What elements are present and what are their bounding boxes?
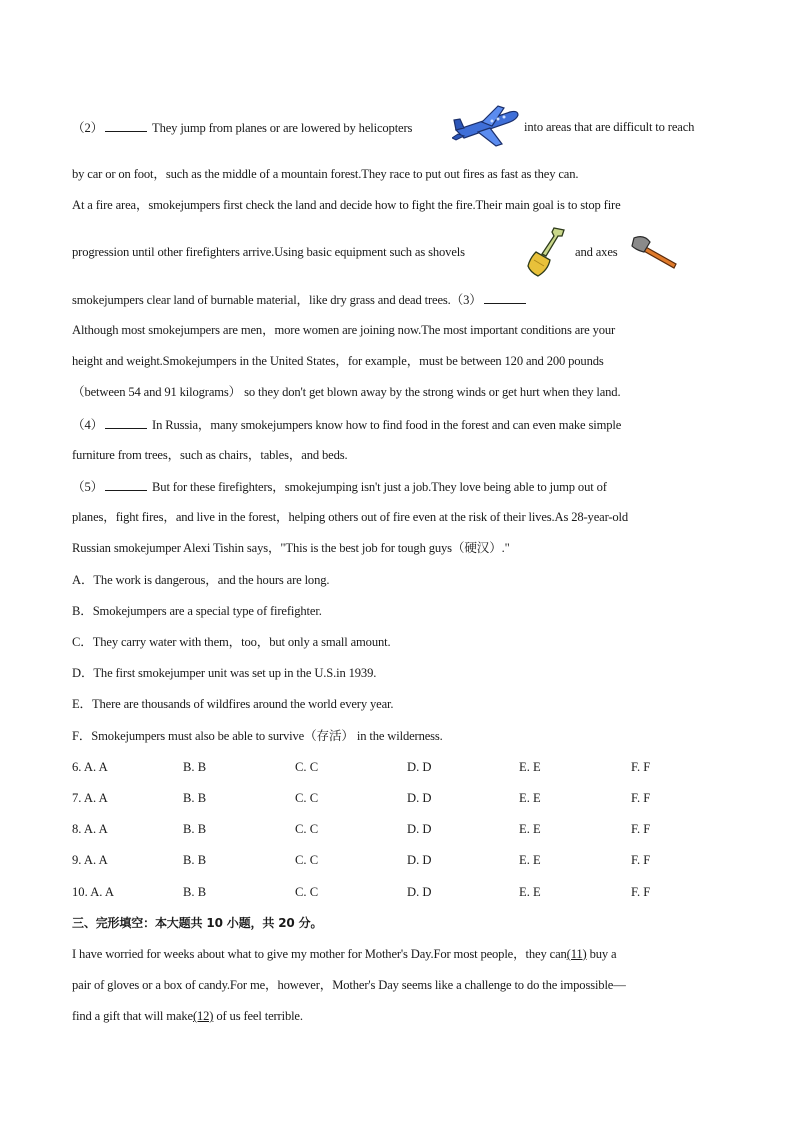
cloze-text: find a gift that will make [72, 1009, 193, 1023]
passage-line-9 [72, 416, 732, 433]
passage-line-13: Russian smokejumper Alexi Tishin says，"This is the best job for tough guys（硬汉）." [72, 541, 510, 555]
option-b: B．Smokejumpers are a special type of firefighter. [72, 604, 322, 618]
choice-c[interactable]: C. C [295, 853, 319, 867]
option-d: D．The first smokejumper unit was set up in the U.S.in 1939. [72, 666, 377, 680]
choice-e[interactable]: E. E [519, 853, 541, 867]
cloze-blank-12[interactable]: (12) [192, 1009, 214, 1023]
question-number-5: （5） [72, 480, 104, 494]
choice-e[interactable]: E. E [519, 791, 541, 805]
passage-line-5 [72, 291, 732, 308]
option-e: E．There are thousands of wildfires around the world every year. [72, 697, 394, 711]
passage-line-12: planes，fight fires，and live in the forest，helping others out of fire even at the risk of their lives.As 28-year-old [72, 510, 629, 524]
answer-blank-5[interactable] [105, 478, 147, 491]
answer-blank-3[interactable] [484, 291, 526, 304]
choice-b[interactable]: B. B [183, 885, 207, 899]
choice-d[interactable]: D. D [407, 853, 432, 867]
choice-b[interactable]: B. B [183, 853, 207, 867]
passage-line-4: progression until other firefighters arrive.Using basic equipment such as shovels [72, 245, 465, 259]
passage-line-6: Although most smokejumpers are men，more women are joining now.The most important conditions are your [72, 323, 616, 337]
airplane-icon [452, 104, 522, 148]
choice-d[interactable]: D. D [407, 885, 432, 899]
choice-f[interactable]: F. F [631, 760, 651, 774]
passage-line-11 [72, 478, 732, 495]
answer-blank-2[interactable] [105, 119, 147, 132]
passage-line-2: by car or on foot，such as the middle of a mountain forest.They race to put out fires as fast as they can. [72, 167, 579, 181]
choice-f[interactable]: F. F [631, 791, 651, 805]
answer-row-6 [72, 759, 732, 775]
passage-text: They jump from planes or are lowered by helicopters [152, 121, 413, 135]
passage-line-10: furniture from trees，such as chairs，tables，and beds. [72, 448, 348, 462]
passage-text: In Russia，many smokejumpers know how to find food in the forest and can even make simple [152, 418, 622, 432]
cloze-line-1 [72, 946, 732, 962]
choice-c[interactable]: C. C [295, 760, 319, 774]
cloze-line-2: pair of gloves or a box of candy.For me，however，Mother's Day seems like a challenge to do the impossible— [72, 978, 626, 992]
section-heading: 三、完形填空：本大题共 10 小题，共 20 分。 [72, 916, 323, 930]
passage-line-8: （between 54 and 91 kilograms） so they don't get blown away by the strong winds or get hurt when they land. [72, 385, 621, 399]
choice-c[interactable]: C. C [295, 791, 319, 805]
question-number-4: （4） [72, 418, 104, 432]
choice-d[interactable]: D. D [407, 822, 432, 836]
answer-row-9 [72, 852, 732, 868]
answer-row-7 [72, 790, 732, 806]
passage-text: smokejumpers clear land of burnable material，like dry grass and dead trees.（3） [72, 293, 482, 307]
choice-e[interactable]: E. E [519, 822, 541, 836]
cloze-text: buy a [586, 947, 617, 961]
choice-f[interactable]: F. F [631, 822, 651, 836]
cloze-text: of us feel terrible. [213, 1009, 303, 1023]
choice-b[interactable]: B. B [183, 791, 207, 805]
choice-e[interactable]: E. E [519, 760, 541, 774]
cloze-line-3 [72, 1008, 732, 1024]
choice-a[interactable]: 7. A. A [72, 791, 108, 805]
choice-f[interactable]: F. F [631, 853, 651, 867]
choice-a[interactable]: 8. A. A [72, 822, 108, 836]
choice-a[interactable]: 9. A. A [72, 853, 108, 867]
answer-row-10 [72, 884, 732, 900]
passage-line-3: At a fire area，smokejumpers first check the land and decide how to fight the fire.Their main goal is to stop fire [72, 198, 621, 212]
choice-d[interactable]: D. D [407, 791, 432, 805]
answer-row-8 [72, 821, 732, 837]
choice-d[interactable]: D. D [407, 760, 432, 774]
passage-text: But for these firefighters，smokejumping isn't just a job.They love being able to jump out of [152, 480, 607, 494]
cloze-blank-11[interactable]: (11) [566, 947, 587, 961]
choice-b[interactable]: B. B [183, 822, 207, 836]
option-f: F．Smokejumpers must also be able to survive（存活） in the wilderness. [72, 729, 443, 743]
axe-icon [630, 234, 680, 270]
choice-f[interactable]: F. F [631, 885, 651, 899]
choice-a[interactable]: 6. A. A [72, 760, 108, 774]
passage-line-1-end: into areas that are difficult to reach [524, 120, 695, 134]
choice-c[interactable]: C. C [295, 885, 319, 899]
question-number-2: （2） [72, 121, 104, 135]
option-a: A．The work is dangerous，and the hours are long. [72, 573, 330, 587]
choice-c[interactable]: C. C [295, 822, 319, 836]
choice-e[interactable]: E. E [519, 885, 541, 899]
passage-line-7: height and weight.Smokejumpers in the United States，for example，must be between 120 and 200 pounds [72, 354, 604, 368]
passage-line-4-end: and axes [575, 245, 618, 259]
cloze-text: I have worried for weeks about what to give my mother for Mother's Day.For most people，they can [72, 947, 567, 961]
shovel-icon [524, 226, 568, 278]
answer-blank-4[interactable] [105, 416, 147, 429]
choice-b[interactable]: B. B [183, 760, 207, 774]
choice-a[interactable]: 10. A. A [72, 885, 114, 899]
option-c: C．They carry water with them，too，but only a small amount. [72, 635, 391, 649]
